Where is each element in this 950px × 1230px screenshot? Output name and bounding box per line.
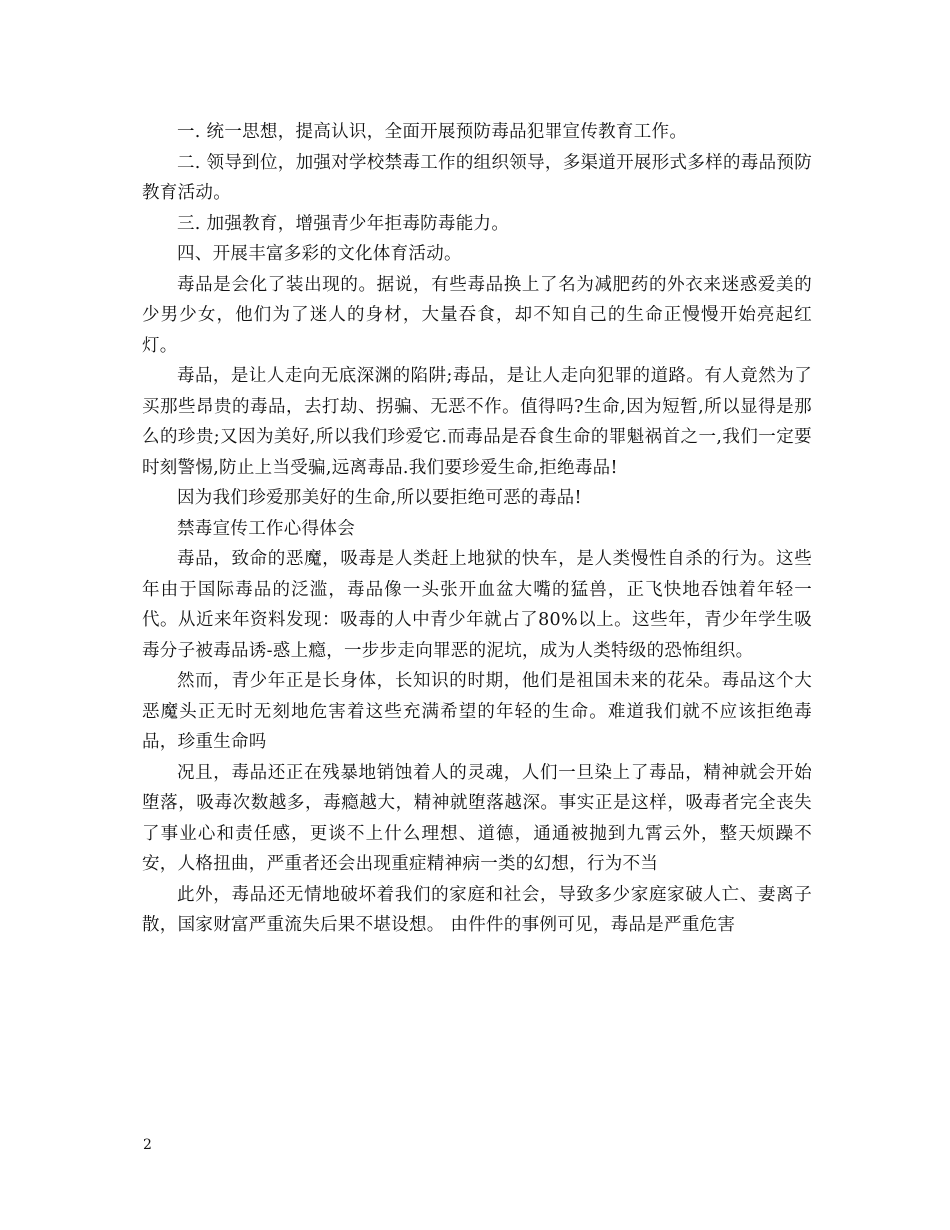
paragraph-4: 四、开展丰富多彩的文化体育活动。 (177, 244, 462, 264)
page-number: 2 (143, 1137, 152, 1153)
section-heading: 禁毒宣传工作心得体会 (177, 518, 355, 539)
paragraph-3: 三. 加强教育，增强青少年拒毒防毒能力。 (177, 213, 510, 234)
paragraph-7: 因为我们珍爱那美好的生命,所以要拒绝可恶的毒品! (177, 488, 582, 508)
paragraph-9: 毒品，致命的恶魔，吸毒是人类赶上地狱的快车，是人类慢性自杀的行为。这些年由于国际毒品的泛滥，毒品像一头张开血盆大嘴的猛兽，正飞快地吞蚀着年轻一代。从近来年资料发现：吸毒的人中青少年就占了80%以上。这些年，青少年学生吸毒分子被毒品诱-惑上瘾，一步步走向罪恶的泥坑，成为人类特级的恐怖组织。 (142, 549, 812, 661)
paragraph-11: 况且，毒品还正在残暴地销蚀着人的灵魂，人们一旦染上了毒品，精神就会开始堕落，吸毒次数越多，毒瘾越大，精神就堕落越深。事实正是这样，吸毒者完全丧失了事业心和责任感，更谈不上什么理想、道德，通通被抛到九霄云外，整天烦躁不安，人格扭曲，严重者还会出现重症精神病一类的幻想，行为不当 (142, 762, 812, 874)
document-body (142, 117, 812, 941)
paragraph-2: 二. 领导到位，加强对学校禁毒工作的组织领导，多渠道开展形式多样的毒品预防教育活动。 (142, 152, 812, 203)
paragraph-12: 此外，毒品还无情地破坏着我们的家庭和社会，导致多少家庭家破人亡、妻离子散，国家财富严重流失后果不堪设想。 由件件的事例可见，毒品是严重危害 (142, 884, 812, 935)
paragraph-10: 然而，青少年正是长身体，长知识的时期，他们是祖国未来的花朵。毒品这个大恶魔头正无时无刻地危害着这些充满希望的年轻的生命。难道我们就不应该拒绝毒品，珍重生命吗 (142, 671, 812, 752)
paragraph-6: 毒品，是让人走向无底深渊的陷阱;毒品，是让人走向犯罪的道路。有人竟然为了买那些昂贵的毒品，去打劫、拐骗、无恶不作。值得吗?生命,因为短暂,所以显得是那么的珍贵;又因为美好,所以我们珍爱它.而毒品是吞食生命的罪魁祸首之一,我们一定要时刻警惕,防止上当受骗,远离毒品.我们要珍爱生命,拒绝毒品! (142, 366, 812, 478)
paragraph-5: 毒品是会化了装出现的。据说，有些毒品换上了名为减肥药的外衣来迷惑爱美的少男少女，他们为了迷人的身材，大量吞食，却不知自己的生命正慢慢开始亮起红灯。 (142, 274, 812, 356)
paragraph-1: 一. 统一思想，提高认识，全面开展预防毒品犯罪宣传教育工作。 (177, 122, 688, 142)
